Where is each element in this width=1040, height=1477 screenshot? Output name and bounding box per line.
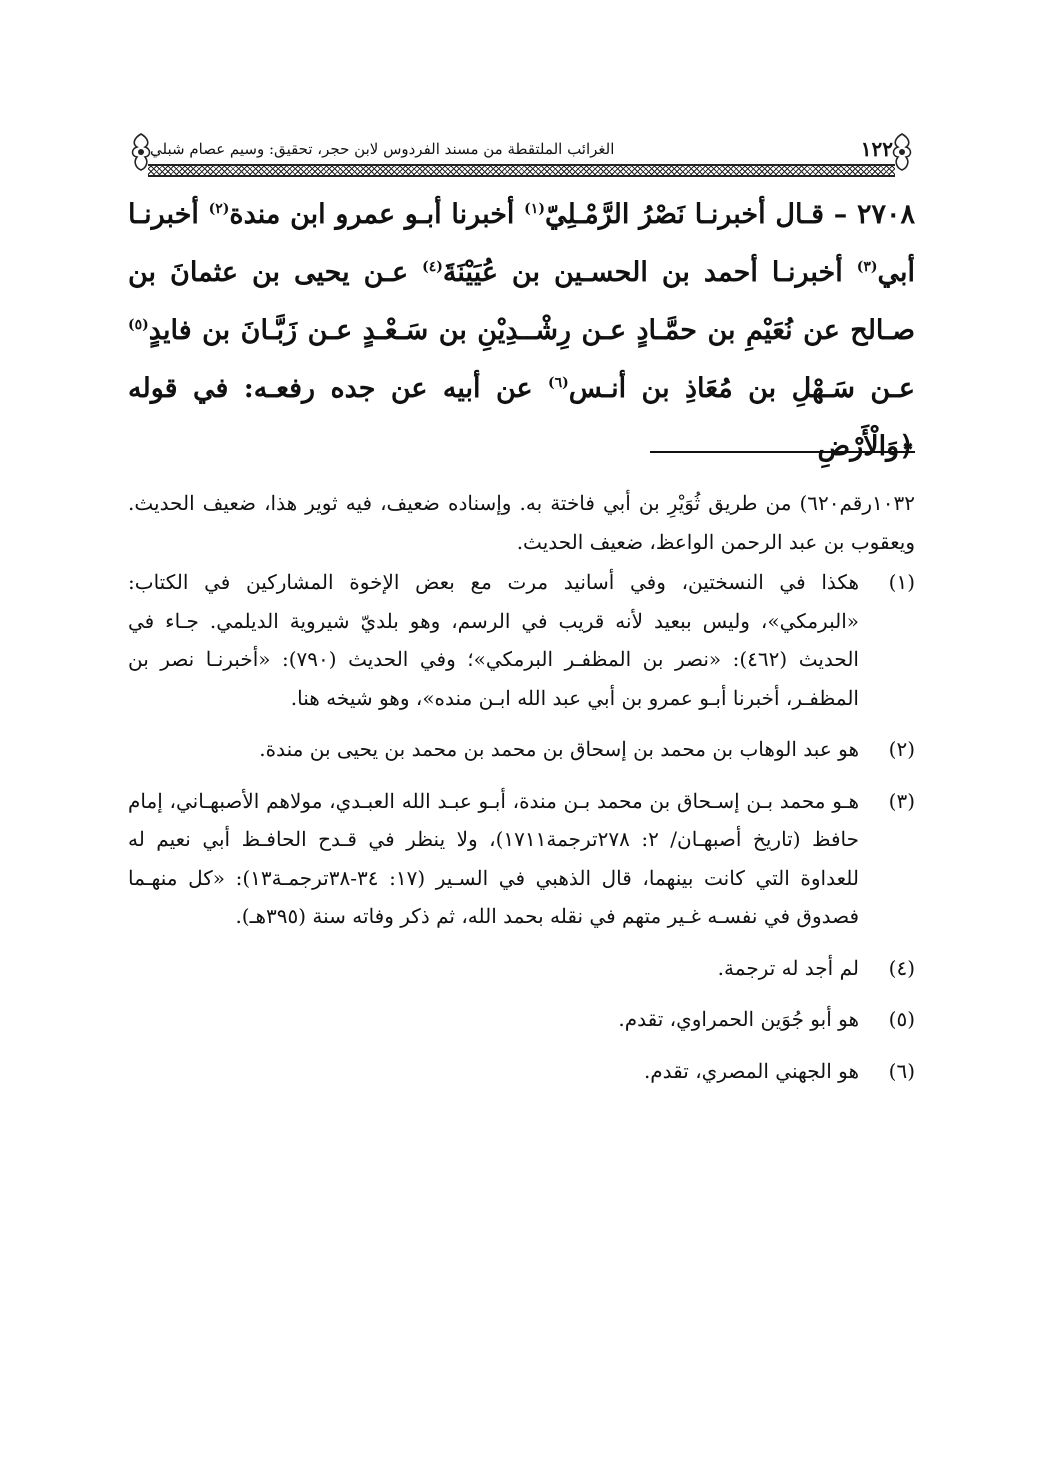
footnote-divider bbox=[650, 451, 915, 453]
hadith-text-part: عـن يحيى بن عثمانَ بن صـالح عن نُعَيْمِ بن حمَّـادٍ عـن رِشْــدِيْنِ بن سَـعْـدٍ عـن زَبَّـانَ بن فايدٍ bbox=[128, 257, 915, 346]
footnote-ref[interactable]: (٤) bbox=[422, 259, 443, 275]
footnote-item bbox=[128, 949, 915, 988]
footnotes bbox=[128, 484, 915, 1090]
hadith-text-part: أخبرنـا أبي bbox=[128, 199, 915, 288]
footnote-item bbox=[128, 730, 915, 769]
hadith-text bbox=[128, 186, 915, 476]
footnote-text: لم أجد له ترجمة. bbox=[717, 955, 859, 980]
footnote-number: (٣) bbox=[888, 788, 915, 813]
footnote-number: (٥) bbox=[888, 1007, 915, 1031]
header-rule bbox=[148, 164, 895, 177]
footnote-text: هو الجهني المصري، تقدم. bbox=[643, 1058, 859, 1083]
page-header bbox=[128, 128, 915, 178]
footnote-ref[interactable]: (١) bbox=[524, 201, 545, 217]
footnote-ref[interactable]: (٦) bbox=[548, 375, 569, 391]
footnote-number: (٦) bbox=[888, 1058, 915, 1083]
footnote-ref[interactable]: (٢) bbox=[208, 201, 230, 217]
footnote-ref[interactable]: (٣) bbox=[856, 259, 878, 275]
footnote-number: (٤) bbox=[888, 955, 915, 980]
page-number: ١٢٢ bbox=[860, 137, 893, 161]
hadith-text-part: عـن سَـهْلِ بن مُعَاذِ بن أنـس bbox=[568, 373, 915, 404]
header-row bbox=[150, 136, 893, 162]
hadith-text-part: أخبرنـا أحمد بن الحسـين بن عُيَيْنَةَ bbox=[442, 257, 857, 288]
footnote-text: هـو محمد بـن إسـحاق بن محمد بـن مندة، أبـو عبـد الله العبـدي، مولاهم الأصبهـاني، إمام حافظ (تاريخ أصبهـان/ ٢: ٢٧٨ترجمة١٧١١)، ولا ينظر في قـدح الحافـظ أبي نعيم له للعداوة التي كانت بينهما، قال الذهبي في السـير (١٧: ٣٤-٣٨ترجمـة١٣): «كل منهـما فصدوق في نفسـه غـير متهم في نقله بحمد الله، ثم ذكر وفاته سنة (٣٩٥هـ). bbox=[128, 788, 860, 928]
footnote-item bbox=[128, 563, 915, 717]
footnote-number: (١) bbox=[888, 570, 915, 594]
footnote-continuation: ١٠٣٢رقم٦٢٠) من طريق ثُوَيْرِ بن أبي فاختة به. وإسناده ضعيف، فيه ثوير هذا، ضعيف الحديث. ويعقوب بن عبد الرحمن الواعظ، ضعيف الحديث. bbox=[128, 491, 915, 554]
footnote-item bbox=[128, 782, 915, 936]
footnote-item bbox=[128, 1052, 915, 1091]
footnote-text: هو أبو جُوَين الحمراوي، تقدم. bbox=[618, 1007, 859, 1031]
footnote-ref[interactable]: (٥) bbox=[128, 317, 149, 333]
hadith-text-part: ٢٧٠٨ – قـال أخبرنـا نَصْرُ الرَّمْـلِيّ bbox=[544, 199, 915, 230]
hadith-text-part: أخبرنا أبـو عمرو ابن مندة bbox=[229, 199, 525, 230]
floral-ornament-icon bbox=[889, 132, 915, 172]
footnote-item bbox=[128, 1000, 915, 1039]
footnote-number: (٢) bbox=[888, 737, 915, 761]
footnote-text: هو عبد الوهاب بن محمد بن إسحاق بن محمد بن محمد بن يحيى بن مندة. bbox=[259, 737, 859, 761]
hadith-text-part: عن أبيه عن جده رفعـه: في قوله ﴿وَالْأَرْضِ bbox=[128, 373, 915, 462]
running-title: الغرائب الملتقطة من مسند الفردوس لابن حجر، تحقيق: وسيم عصام شبلي bbox=[150, 140, 615, 158]
footnote-text: هكذا في النسختين، وفي أسانيد مرت مع بعض الإخوة المشاركين في الكتاب: «البرمكي»، وليس ببعيد لأنه قريب في الرسم، وهو بلديّ شيروية الديلمي. جـاء في الحديث (٤٦٢): «نصر بن المظفـر البرمكي»؛ وفي الحديث (٧٩٠): «أخبرنـا نصر بن المظفـر، أخبرنا أبـو عمرو بن أبي عبد الله ابـن منده»، وهو شيخه هنا. bbox=[128, 570, 859, 710]
